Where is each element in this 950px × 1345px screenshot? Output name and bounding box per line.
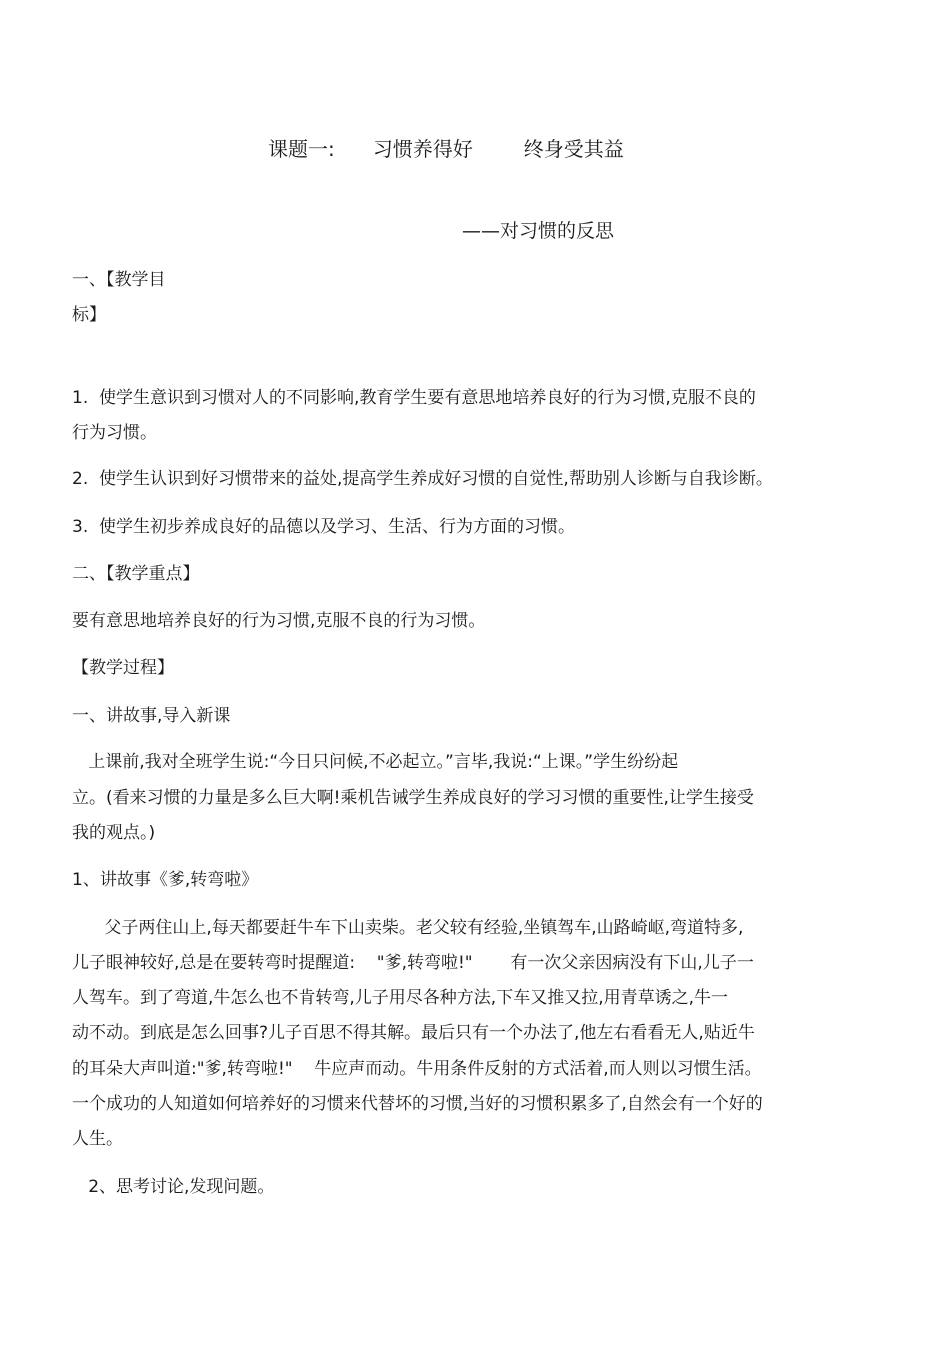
section-heading-goals-wrap: 标】 (72, 305, 106, 325)
key-points-text: 要有意思地培养良好的行为习惯,克服不良的行为习惯。 (72, 611, 486, 631)
section-heading-key-points: 二、【教学重点】 (72, 564, 200, 584)
story-heading: 1、讲故事《爹,转弯啦》 (72, 870, 259, 890)
story-line-2: 儿子眼神较好,总是在要转弯时提醒道: "爹,转弯啦!" 有一次父亲因病没有下山,儿子一 (72, 953, 754, 973)
intro-paragraph-line-1: 上课前,我对全班学生说:“今日只问候,不必起立。”言毕,我说:“上课。”学生纷纷起 (72, 752, 679, 772)
story-line-6: 一个成功的人知道如何培养好的习惯来代替坏的习惯,当好的习惯积累多了,自然会有一个好的 (72, 1094, 763, 1114)
goal-item-1: 1. 使学生意识到习惯对人的不同影响,教育学生要有意思地培养良好的行为习惯,克服不良的 (72, 388, 756, 408)
step-heading-1: 一、讲故事,导入新课 (72, 706, 231, 726)
discussion-heading: 2、思考讨论,发现问题。 (72, 1177, 275, 1197)
story-line-4: 动不动。到底是怎么回事?儿子百思不得其解。最后只有一个办法了,他左右看看无人,贴近牛 (72, 1023, 755, 1043)
intro-paragraph-line-3: 我的观点。) (72, 823, 156, 843)
story-line-7: 人生。 (72, 1129, 123, 1149)
document-subtitle: ——对习惯的反思 (462, 220, 615, 242)
section-heading-process: 【教学过程】 (72, 658, 174, 678)
story-line-5: 的耳朵大声叫道:"爹,转弯啦!" 牛应声而动。牛用条件反射的方式活着,而人则以习惯生活。 (72, 1059, 762, 1079)
story-line-3: 人驾车。到了弯道,牛怎么也不肯转弯,儿子用尽各种方法,下车又推又拉,用青草诱之,牛一 (72, 988, 729, 1008)
goal-item-2: 2. 使学生认识到好习惯带来的益处,提高学生养成好习惯的自觉性,帮助别人诊断与自我诊断。 (72, 469, 773, 489)
document-title: 课题一: 习惯养得好 终身受其益 (268, 137, 624, 161)
goal-item-3: 3. 使学生初步养成良好的品德以及学习、生活、行为方面的习惯。 (72, 517, 576, 537)
section-heading-goals: 一、【教学目 (72, 270, 166, 290)
goal-item-1-wrap: 行为习惯。 (72, 423, 157, 443)
intro-paragraph-line-2: 立。(看来习惯的力量是多么巨大啊!乘机告诫学生养成良好的学习习惯的重要性,让学生接受 (72, 788, 754, 808)
story-line-1: 父子两住山上,每天都要赶牛车下山卖柴。老父较有经验,坐镇驾车,山路崎岖,弯道特多, (72, 918, 744, 938)
